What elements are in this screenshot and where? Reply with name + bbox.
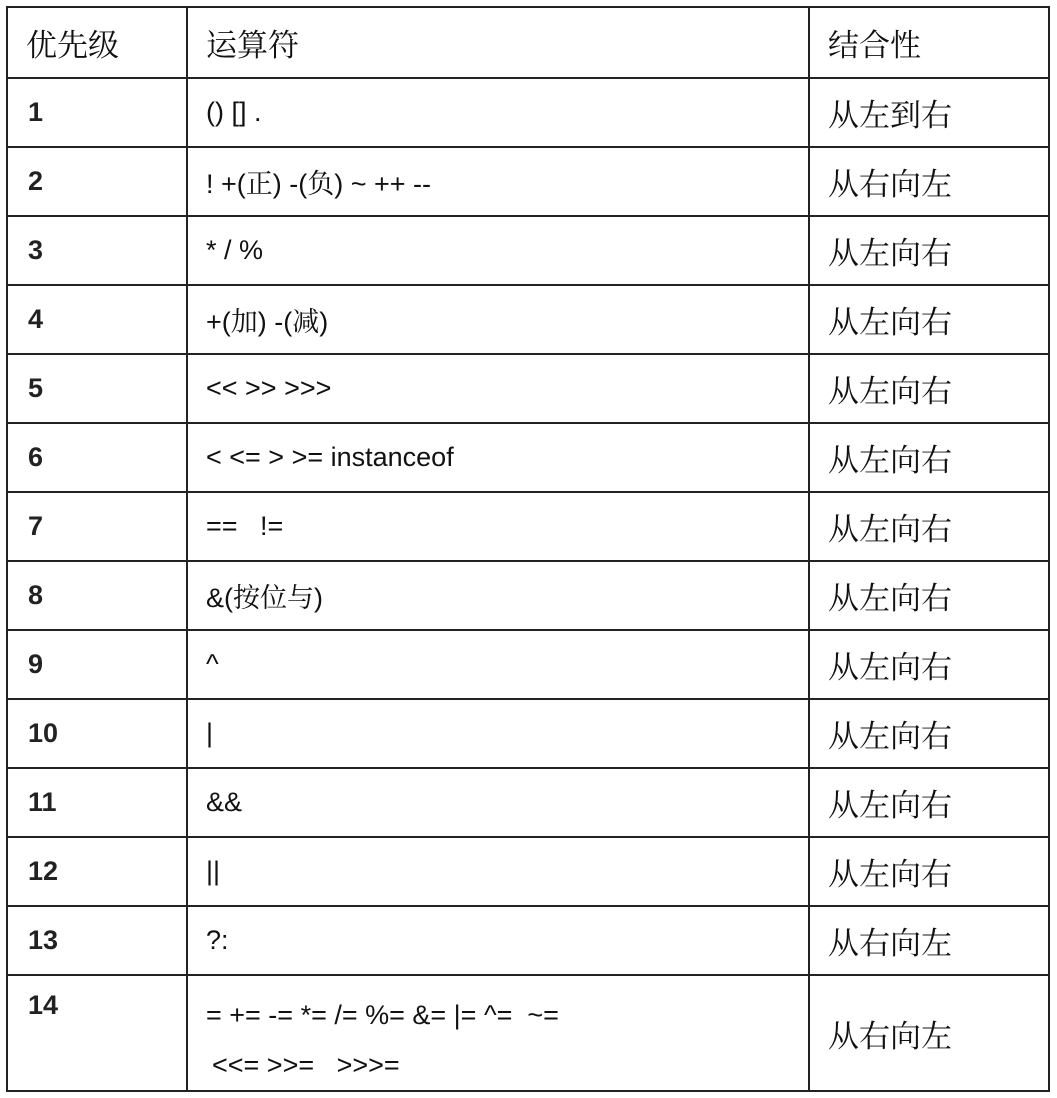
associativity-cell: 从左向右 [809, 699, 1049, 768]
header-operator: 运算符 [187, 7, 809, 78]
table-row [7, 423, 1049, 492]
associativity-cell: 从右向左 [809, 906, 1049, 975]
priority-cell: 10 [7, 699, 187, 768]
priority-cell: 1 [7, 78, 187, 147]
associativity-cell: 从左向右 [809, 630, 1049, 699]
table-row [7, 837, 1049, 906]
operator-cell: * / % [187, 216, 809, 285]
priority-cell: 13 [7, 906, 187, 975]
priority-cell: 3 [7, 216, 187, 285]
operator-cell: | [187, 699, 809, 768]
operator-cell: || [187, 837, 809, 906]
associativity-cell: 从左向右 [809, 423, 1049, 492]
associativity-cell: 从左向右 [809, 837, 1049, 906]
associativity-cell: 从左向右 [809, 768, 1049, 837]
priority-cell: 8 [7, 561, 187, 630]
header-priority: 优先级 [7, 7, 187, 78]
table-row [7, 906, 1049, 975]
table-row [7, 630, 1049, 699]
table-row [7, 975, 1049, 1091]
header-associativity: 结合性 [809, 7, 1049, 78]
priority-cell: 7 [7, 492, 187, 561]
operator-precedence-table-container [6, 6, 1048, 1092]
table-row [7, 78, 1049, 147]
operator-line-1: = += -= *= /= %= &= |= ^= ~= [206, 1000, 559, 1030]
operator-cell: ^ [187, 630, 809, 699]
operator-cell: ?: [187, 906, 809, 975]
operator-cell: +(加) -(减) [187, 285, 809, 354]
table-row [7, 492, 1049, 561]
operator-line-2: <<= >>= >>>= [212, 1050, 400, 1080]
associativity-cell: 从右向左 [809, 147, 1049, 216]
priority-cell: 4 [7, 285, 187, 354]
table-row [7, 699, 1049, 768]
associativity-cell: 从左向右 [809, 285, 1049, 354]
operator-cell: &(按位与) [187, 561, 809, 630]
table-row [7, 768, 1049, 837]
operator-precedence-table [6, 6, 1050, 1092]
priority-cell: 12 [7, 837, 187, 906]
operator-cell: && [187, 768, 809, 837]
operator-cell: == != [187, 492, 809, 561]
table-header-row [7, 7, 1049, 78]
priority-cell: 11 [7, 768, 187, 837]
table-row [7, 285, 1049, 354]
operator-cell: () [] . [187, 78, 809, 147]
associativity-cell: 从左到右 [809, 78, 1049, 147]
operator-cell: ! +(正) -(负) ~ ++ -- [187, 147, 809, 216]
operator-cell: << >> >>> [187, 354, 809, 423]
table-row [7, 216, 1049, 285]
table-row [7, 354, 1049, 423]
associativity-cell: 从右向左 [809, 975, 1049, 1091]
associativity-cell: 从左向右 [809, 492, 1049, 561]
associativity-cell: 从左向右 [809, 216, 1049, 285]
operator-cell: < <= > >= instanceof [187, 423, 809, 492]
operator-cell [187, 975, 809, 1091]
priority-cell: 6 [7, 423, 187, 492]
priority-cell: 9 [7, 630, 187, 699]
associativity-cell: 从左向右 [809, 561, 1049, 630]
associativity-cell: 从左向右 [809, 354, 1049, 423]
table-row [7, 147, 1049, 216]
table-row [7, 561, 1049, 630]
priority-cell: 5 [7, 354, 187, 423]
priority-cell: 2 [7, 147, 187, 216]
priority-cell: 14 [7, 975, 187, 1091]
